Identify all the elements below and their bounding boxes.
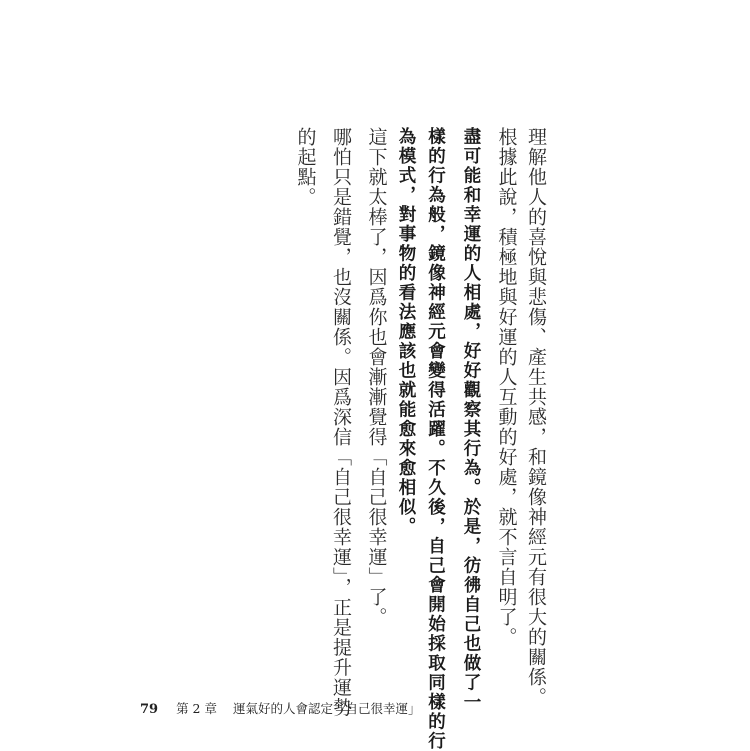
text-line-2: 根據此說，積極地與好運的人互動的好處，就不言自明了。 (495, 127, 518, 647)
text-line-5: 為模式，對事物的看法應該也就能愈來愈相似。 (396, 127, 416, 537)
text-line-8: 的起點。 (294, 127, 317, 207)
text-line-6: 這下就太棒了，因爲你也會漸漸覺得「自己很幸運」了。 (365, 127, 388, 627)
page-number: 79 (140, 702, 159, 717)
text-line-7: 哪怕只是錯覺，也沒關係。因爲深信「自己很幸運」，正是提升運勢 (330, 127, 352, 718)
chapter-label: 第 2 章 (176, 701, 217, 716)
text-line-3: 盡可能和幸運的人相處，好好觀察其行為。於是，彷彿自己也做了一 (461, 127, 481, 712)
text-line-4: 樣的行為般，鏡像神經元會變得活躍。不久後，自己會開始採取同樣的行 (425, 127, 446, 751)
chapter-title: 運氣好的人會認定「自己很幸運」 (232, 701, 421, 716)
page-footer (140, 699, 420, 717)
text-line-1: 理解他人的喜悅與悲傷、產生共感，和鏡像神經元有很大的關係。 (525, 127, 547, 707)
